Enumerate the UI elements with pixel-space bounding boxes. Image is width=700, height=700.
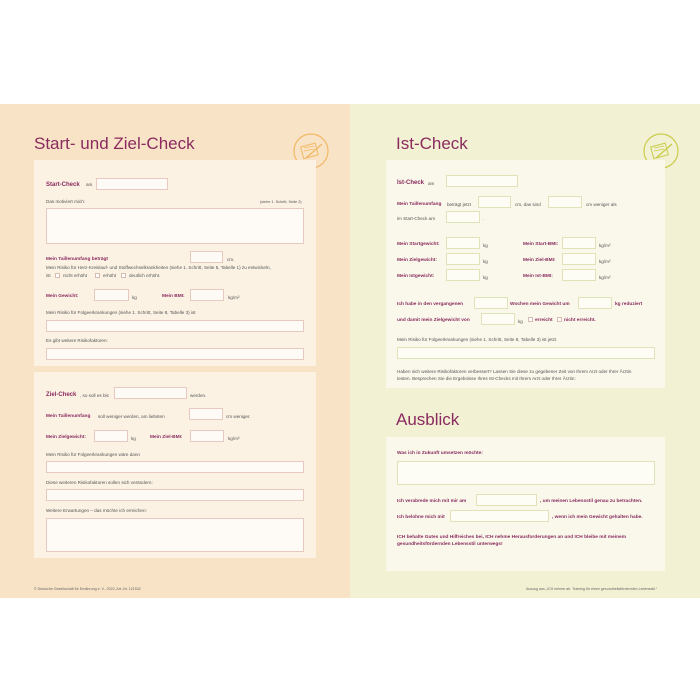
- other-risks-text-2: testen. Besprechen Sie die Ergebnisse Ihres Ist-Checks mit Ihrem Arzt oder Ihrer Ärztin:: [397, 376, 576, 381]
- start-check-heading: Start-Check: [46, 182, 80, 188]
- option-nicht-erhoeht-checkbox[interactable]: [55, 273, 60, 278]
- footer-right: Auszug aus „ICH nehme ab. Training für einen gesundheitsfördernden Lebensstil.“: [526, 587, 658, 591]
- expectations-label: Weitere Erwartungen – das möchte ich erreichen:: [46, 508, 147, 513]
- ist-check-heading: Ist-Check: [397, 180, 425, 186]
- followup-risk-field[interactable]: [46, 320, 304, 332]
- reward-rest: , wenn ich mein Gewicht gehalten habe.: [552, 515, 643, 520]
- ist-am-label: am: [428, 181, 435, 186]
- ziel-waist-label: Mein Taillenumfang: [46, 414, 91, 419]
- kgm2-unit: kg/m²: [599, 243, 611, 248]
- ist-weight-label: Mein Istgewicht:: [397, 274, 435, 279]
- kg-unit: kg: [483, 259, 488, 264]
- target-weight-label: Mein Zielgewicht:: [46, 435, 86, 440]
- am-label: am: [86, 182, 93, 187]
- risk-change-field[interactable]: [46, 489, 304, 501]
- option-deutlich-checkbox[interactable]: [121, 273, 126, 278]
- kg-unit: kg: [518, 319, 523, 324]
- start-weight-field[interactable]: [446, 237, 480, 249]
- reward-label: Ich belohne mich mit: [397, 515, 445, 520]
- target-weight-unit: kg: [131, 436, 136, 441]
- appointment-label: Ich verabrede mich mit mir am: [397, 499, 467, 504]
- dot: .: [483, 216, 485, 221]
- bmi-unit: kg/m²: [228, 295, 240, 300]
- bmi-field[interactable]: [190, 289, 224, 301]
- cm-weniger-label: cm weniger.: [226, 414, 251, 419]
- ziel-weight-label: Mein Zielgewicht:: [397, 258, 437, 263]
- ist-weight-field[interactable]: [446, 269, 480, 281]
- ziel-bmi-field[interactable]: [562, 253, 596, 265]
- ziel-weight-field[interactable]: [446, 253, 480, 265]
- footer-left: © Deutsche Gesellschaft für Ernährung e. V., 2022, Art.-Nr. 121532: [34, 587, 141, 591]
- start-check-date-field[interactable]: [446, 211, 480, 223]
- ziel-intro: , so soll es bis: [80, 393, 109, 398]
- weight-field[interactable]: [94, 289, 129, 301]
- ziel-waist-rest: soll weniger werden, am liebsten: [98, 414, 165, 419]
- ist-label: ist: [46, 273, 51, 278]
- reward-field[interactable]: [450, 510, 549, 522]
- kg-unit: kg: [483, 243, 488, 248]
- target-weight-field[interactable]: [94, 430, 128, 442]
- risk-then-label: Mein Risiko für Folgeerkrankungen wäre dann: [46, 452, 140, 457]
- kgm2-unit: kg/m²: [599, 275, 611, 280]
- target-kg-field[interactable]: [481, 313, 515, 325]
- cm-weniger-als-label: cm weniger als: [586, 202, 617, 207]
- waist-diff-field[interactable]: [548, 196, 582, 208]
- weight-unit: kg: [132, 295, 137, 300]
- im-start-label: im Start-Check am: [397, 216, 436, 221]
- ist-followup-risk-label: Mein Risiko für Folgeerkrankungen (siehe 1. Schritt, Seite 8, Tabelle 3) ist jetzt: [397, 337, 557, 342]
- waist-field[interactable]: [190, 251, 223, 263]
- closing-line-2: gesundheitsfördernden Lebensstil unterwegs!: [397, 542, 503, 547]
- not-reached-label: nicht erreicht.: [564, 318, 596, 323]
- reduced-kg-field[interactable]: [578, 297, 612, 309]
- target-bmi-field[interactable]: [190, 430, 224, 442]
- option-erhoeht-label: erhöht: [103, 273, 117, 278]
- appointment-field[interactable]: [476, 494, 537, 506]
- ziel-check-heading: Ziel-Check: [46, 392, 77, 398]
- option-nicht-erhoeht-label: nicht erhöht: [63, 273, 88, 278]
- ausblick-title: Ausblick: [396, 410, 460, 429]
- motivation-ref: (siehe 1. Schritt, Seite 2): [260, 200, 302, 204]
- future-label: Was ich in Zukunft umsetzen möchte:: [397, 451, 483, 456]
- closing-line-1: ICH behalte Gutes und Hilfreiches bei, ICH nehme Herausforderungen an und ICH bleibe mit meinem: [397, 535, 626, 540]
- start-date-field[interactable]: [96, 178, 168, 190]
- kg-unit: kg: [483, 275, 488, 280]
- bmi-label: Mein BMI:: [162, 294, 185, 299]
- motivation-field[interactable]: [46, 208, 304, 244]
- reached-label: erreicht: [535, 318, 553, 323]
- right-page: [350, 104, 700, 598]
- werden-label: werden.: [190, 393, 207, 398]
- motivation-label: Das motiviert mich:: [46, 199, 86, 204]
- risk-change-label: Diese weiteren Risikofaktoren sollen sich verändern:: [46, 480, 153, 485]
- ist-date-field[interactable]: [446, 175, 518, 187]
- future-field[interactable]: [397, 461, 655, 485]
- target-reached-label: und damit mein Zielgewicht von: [397, 318, 470, 323]
- reached-checkbox[interactable]: [528, 317, 533, 322]
- weeks-label-1: Ich habe in den vergangenen: [397, 302, 464, 307]
- page-title: Start- und Ziel-Check: [34, 134, 195, 153]
- ausblick-card: [386, 437, 665, 571]
- start-bmi-field[interactable]: [562, 237, 596, 249]
- option-deutlich-label: deutlich erhöht.: [129, 273, 161, 278]
- more-risks-label: Es gibt weitere Risikofaktoren:: [46, 338, 108, 343]
- ziel-check-card: [34, 372, 316, 558]
- appointment-rest: , um meinen Lebensstil genau zu betrachten.: [540, 499, 643, 504]
- other-risks-text-1: Haben sich weitere Risikofaktoren verbessert? Lassen Sie diese zu gegebener Zeit von Ihrem Arzt oder Ihrer Ärztin: [397, 369, 632, 374]
- ist-waist-label: Mein Taillenumfang: [397, 202, 442, 207]
- start-bmi-label: Mein Start-BMI:: [523, 242, 559, 247]
- weeks-label-3: kg reduziert: [615, 302, 643, 307]
- target-bmi-label: Mein Ziel-BMI:: [150, 435, 183, 440]
- ist-followup-risk-field[interactable]: [397, 347, 655, 359]
- ziel-bmi-label: Mein Ziel-BMI:: [523, 258, 556, 263]
- weight-label: Mein Gewicht:: [46, 294, 79, 299]
- waist-unit: cm.: [227, 257, 235, 262]
- start-weight-label: Mein Startgewicht:: [397, 242, 440, 247]
- start-check-card: [34, 160, 316, 366]
- option-erhoeht-checkbox[interactable]: [95, 273, 100, 278]
- followup-risk-label: Mein Risiko für Folgeerkrankungen (siehe 1. Schritt, Seite 8, Tabelle 3) ist: [46, 310, 196, 315]
- not-reached-checkbox[interactable]: [557, 317, 562, 322]
- expectations-field[interactable]: [46, 518, 304, 552]
- more-risks-field[interactable]: [46, 348, 304, 360]
- page-title: Ist-Check: [396, 134, 468, 153]
- ist-bmi-field[interactable]: [562, 269, 596, 281]
- ziel-date-field[interactable]: [114, 387, 187, 399]
- target-bmi-unit: kg/m²: [228, 436, 240, 441]
- cm-das-sind-label: cm, das sind: [515, 202, 541, 207]
- ist-bmi-label: Mein Ist-BMI:: [523, 274, 553, 279]
- ziel-waist-field[interactable]: [189, 408, 223, 420]
- waist-label: Mein Taillenumfang beträgt: [46, 257, 109, 262]
- risk-then-field[interactable]: [46, 461, 304, 473]
- ist-waist-rest: beträgt jetzt: [447, 202, 472, 207]
- risk-line: Mein Risiko für Herz-Kreislauf- und Stoffwechselkrankheiten (siehe 1. Schritt, Seite 5, Tabelle 1) zu entwickeln,: [46, 265, 271, 270]
- ist-waist-field[interactable]: [478, 196, 511, 208]
- weeks-field[interactable]: [474, 297, 508, 309]
- kgm2-unit: kg/m²: [599, 259, 611, 264]
- weeks-label-2: Wochen mein Gewicht um: [510, 302, 570, 307]
- left-page: [0, 104, 350, 598]
- ist-check-card: [386, 160, 665, 388]
